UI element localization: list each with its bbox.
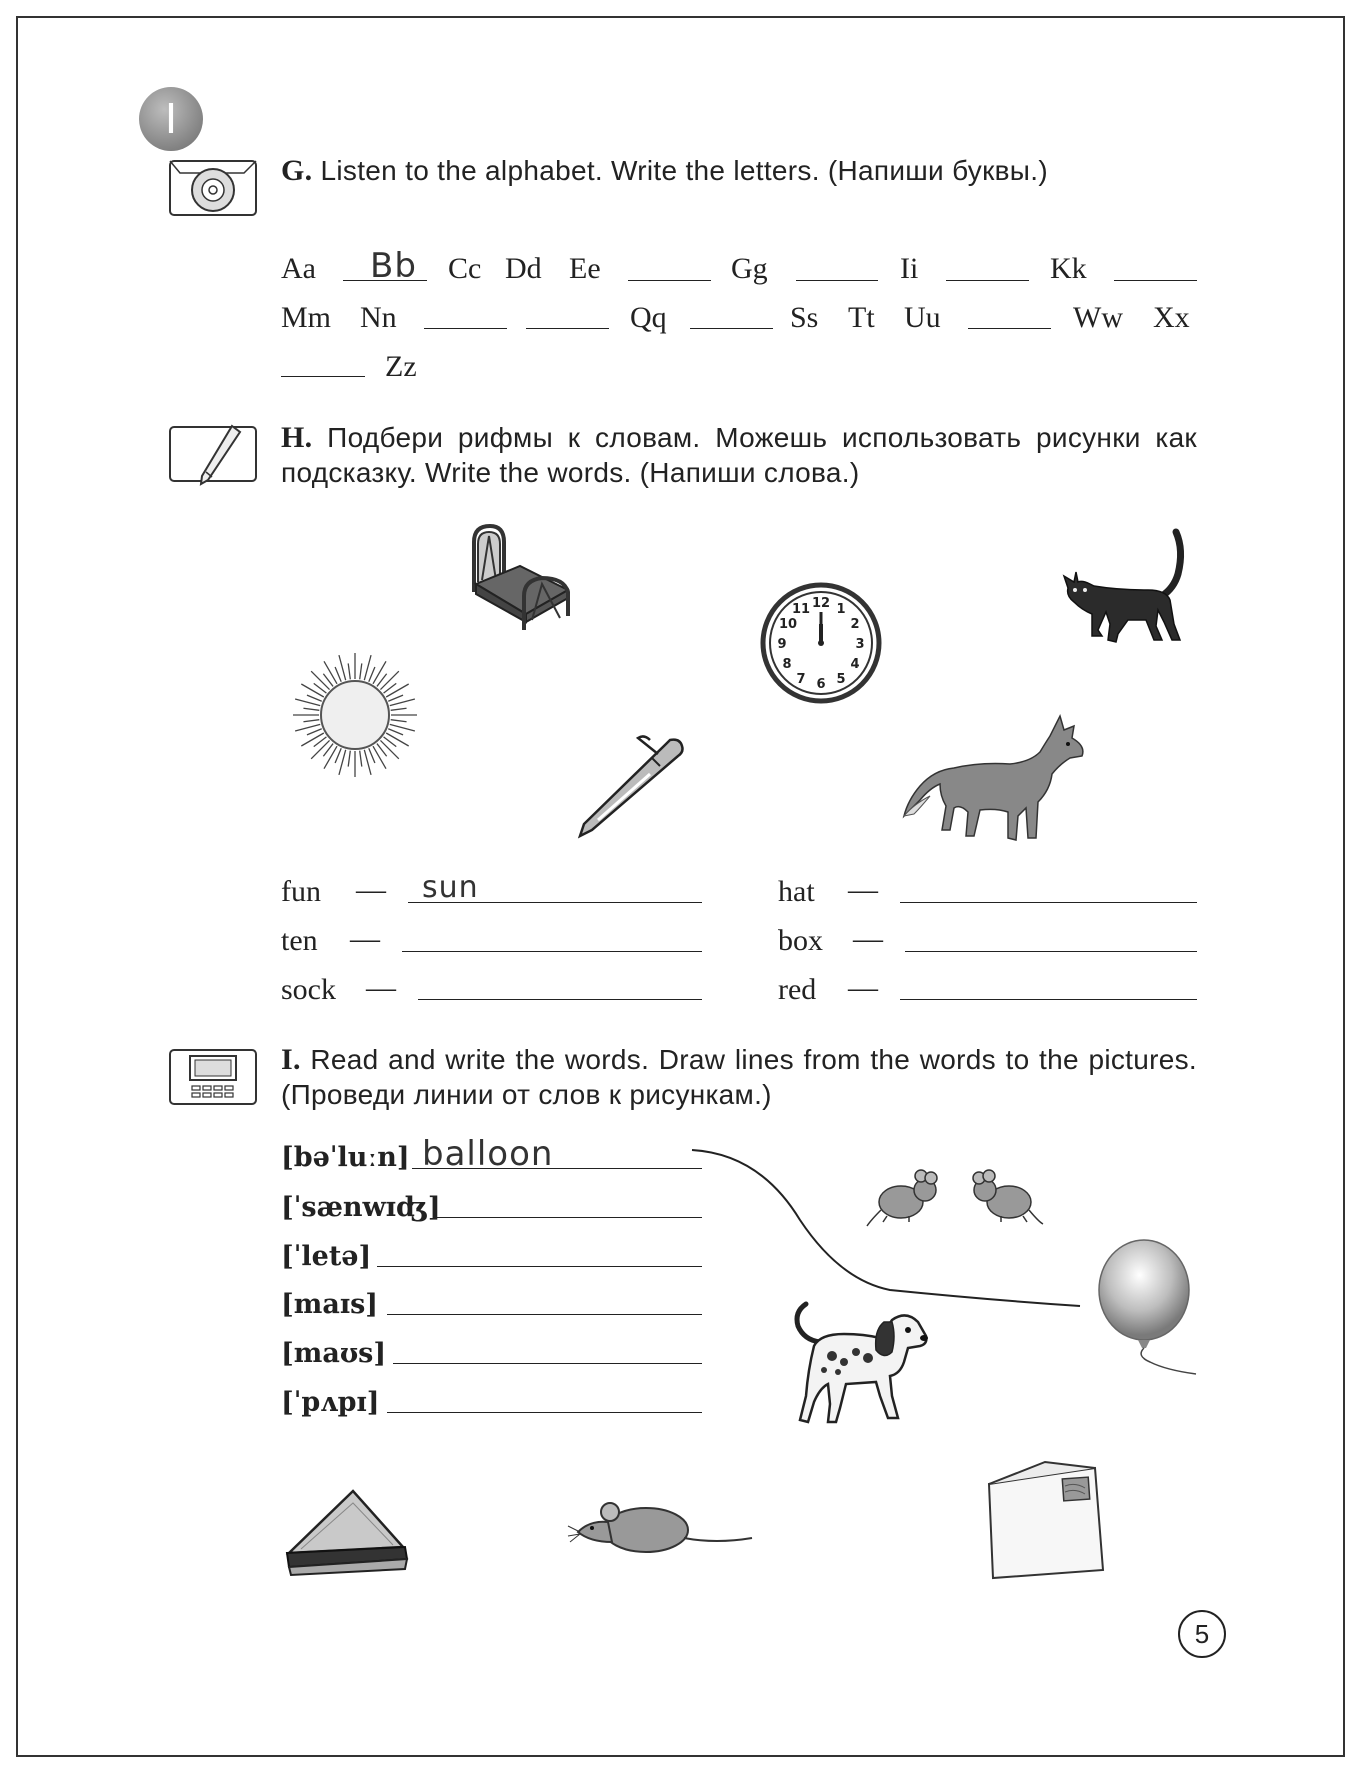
unit-badge [139,87,203,151]
task-g-text: Listen to the alphabet. Write the letters. (Напиши буквы.) [320,155,1048,186]
alpha-letter: Qq [630,301,667,334]
rhyme-word: hat [778,875,815,908]
alpha-blank[interactable] [281,376,365,377]
transcription: [maʊs] [281,1338,387,1369]
transcription-answer-line[interactable] [393,1363,702,1364]
alpha-letter: Nn [360,301,397,334]
alpha-letter: Tt [848,301,875,334]
alpha-letter: Ee [569,252,601,285]
transcription: [ˈsænwɪʤ] [281,1192,441,1223]
rhyme-dash: — [356,873,386,906]
alpha-letter: Mm [281,301,332,334]
transcription-answer-line[interactable] [437,1217,702,1218]
sun-icon [290,645,420,785]
rhyme-dash: — [848,971,878,1004]
alpha-blank[interactable] [424,328,507,329]
alpha-letter: Ii [900,252,919,285]
task-h-text: Подбери рифмы к словам. Можешь использовать рисунки как подсказку. Write the words. (Напиши слова.) [281,422,1197,488]
transcription-answer-line[interactable] [387,1314,702,1315]
clock-number: 7 [796,672,806,687]
alpha-letter: Gg [731,252,768,285]
task-i-instruction [281,1042,1197,1112]
transcription: [bəˈluːn] [281,1142,410,1173]
transcription-answer-line[interactable] [377,1266,702,1267]
rhyme-dash: — [350,922,380,955]
clock-number: 3 [855,637,865,652]
alpha-letter: Ss [790,301,819,334]
transcription: [maɪs] [281,1289,379,1320]
alpha-letter: Cc [448,252,482,285]
rhyme-answer-line[interactable] [900,902,1197,903]
rhyme-dash: — [853,922,883,955]
task-i-text: Read and write the words. Draw lines from the words to the pictures. (Проведи линии от слов к рисункам.) [281,1044,1197,1110]
alpha-blank[interactable] [628,280,711,281]
clock-icon [760,582,882,704]
cat-icon [1058,530,1198,645]
alpha-letter: Xx [1153,301,1190,334]
clock-number: 11 [791,602,811,617]
bed-icon [464,522,576,632]
mice-icon [865,1160,1045,1235]
alpha-letter: Uu [904,301,941,334]
clock-number: 1 [836,602,846,617]
alpha-letter: Aa [281,252,316,285]
rhyme-answer-line[interactable] [418,999,702,1000]
alpha-blank[interactable] [690,328,773,329]
alpha-letter: Dd [505,252,542,285]
alpha-blank[interactable] [1114,280,1197,281]
transcription: [ˈpʌpɪ] [281,1387,380,1418]
fox-icon [900,708,1090,843]
rhyme-word: sock [281,973,336,1006]
clock-number: 4 [850,657,860,672]
rhyme-answer: sun [422,870,479,905]
balloon-icon [1092,1238,1202,1383]
page-number [1178,1610,1226,1658]
rhyme-answer-line[interactable] [900,999,1197,1000]
pen-icon [574,734,686,838]
alpha-letter: Kk [1050,252,1087,285]
clock-number: 5 [836,672,846,687]
rhyme-word: box [778,924,823,957]
rhyme-word: fun [281,875,321,908]
computer-icon [168,1048,260,1108]
puppy-icon [784,1300,929,1435]
task-g-letter: G. [281,154,313,187]
pencil-icon [168,424,260,486]
rhyme-answer-line[interactable] [402,951,702,952]
task-h-instruction [281,420,1197,490]
page-number-label: 5 [1194,1619,1210,1649]
rhyme-word: red [778,973,817,1006]
alpha-letter: Zz [385,350,417,383]
alpha-blank[interactable] [946,280,1029,281]
task-g-instruction [281,153,1197,188]
rhyme-dash: — [366,971,396,1004]
clock-number: 2 [850,617,860,632]
envelope-icon [985,1460,1110,1580]
alpha-answer: Bb [370,246,417,286]
alpha-letter: Ww [1073,301,1123,334]
cd-icon [168,159,260,217]
clock-number: 10 [778,617,798,632]
clock-number: 9 [777,637,787,652]
transcription: [ˈletə] [281,1241,372,1272]
alpha-blank[interactable] [526,328,609,329]
unit-badge-label: I [164,94,178,143]
task-h-letter: H. [281,421,313,454]
clock-number: 6 [816,677,826,692]
transcription-answer-line[interactable] [387,1412,702,1413]
transcription-answer: balloon [422,1134,554,1174]
mouse-icon [566,1490,756,1560]
rhyme-word: ten [281,924,318,957]
sandwich-icon [281,1487,411,1577]
alpha-blank[interactable] [968,328,1051,329]
clock-number: 8 [782,657,792,672]
alpha-blank[interactable] [796,280,878,281]
rhyme-answer-line[interactable] [905,951,1197,952]
clock-number: 12 [811,596,831,611]
rhyme-dash: — [848,873,878,906]
task-i-letter: I. [281,1043,301,1076]
